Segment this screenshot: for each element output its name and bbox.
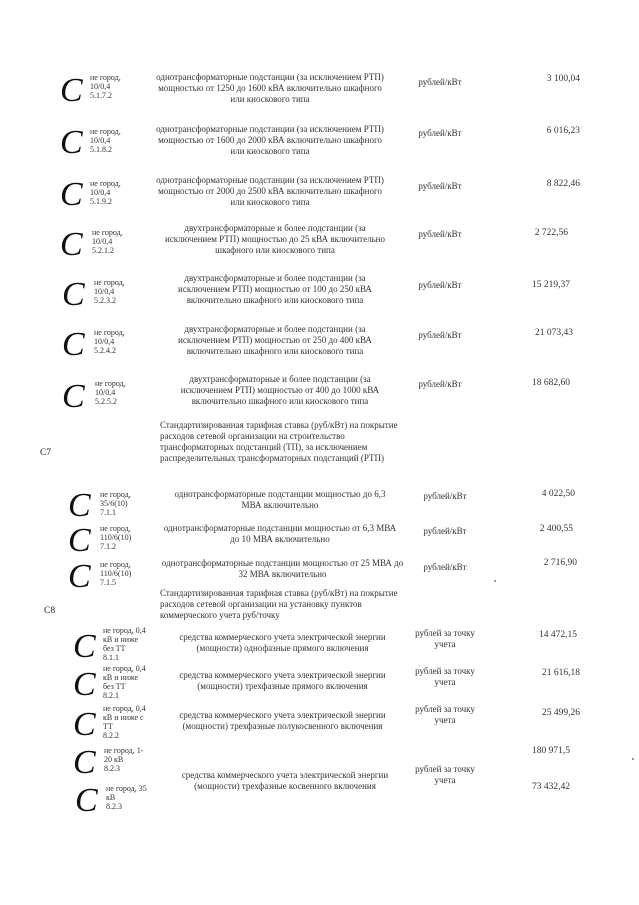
row-code: не город, 35 кВ 8.2.3 xyxy=(106,784,147,811)
row-unit: рублей/кВт xyxy=(418,77,462,87)
row-value: 15 219,37 xyxy=(532,280,570,290)
row-unit: рублей/кВт xyxy=(423,562,467,572)
row-code: не город, 10/0,4 5.1.8.2 xyxy=(90,127,121,154)
stamp-letter: С xyxy=(62,276,85,313)
section-label-c7: С7 xyxy=(40,448,52,458)
section-description-c8: Стандартизированная тарифная ставка (руб/кВт) на покрытие расходов сетевой организации на установку пунктов коммерческого учета руб/точку xyxy=(160,588,398,620)
stamp-letter: С xyxy=(73,628,96,665)
row-value: 21 616,18 xyxy=(542,668,580,678)
row-unit: рублей/кВт xyxy=(418,181,462,191)
row-code: не город, 1- 20 кВ 8.2.3 xyxy=(104,746,144,773)
row-description: однотрансформаторные подстанции (за исключением РТП) мощностью от 1250 до 1600 кВА включительно шкафного или киоскового типа xyxy=(156,72,384,104)
row-value: 25 499,26 xyxy=(542,708,580,718)
stamp-letter: С xyxy=(68,558,91,595)
stamp-letter: С xyxy=(62,326,85,363)
stamp-letter: С xyxy=(73,666,96,703)
row-description: средства коммерческого учета электрической энергии (мощности) однофазные прямого включения xyxy=(179,632,386,653)
row-unit: рублей/кВт xyxy=(418,379,462,389)
row-unit: рублей/кВт xyxy=(418,229,462,239)
speck xyxy=(494,580,496,582)
stamp-letter: С xyxy=(73,744,96,781)
row-description: двухтрансформаторные и более подстанции (за исключением РТП) мощностью от 100 до 250 кВА включительно шкафного или киоскового типа xyxy=(178,273,372,305)
stamp-letter: С xyxy=(73,706,96,743)
section-label-c8: С8 xyxy=(44,606,56,616)
row-unit: рублей/кВт xyxy=(418,330,462,340)
row-unit: рублей/кВт xyxy=(423,526,467,536)
row-code: не город, 10/0,4 5.2.4.2 xyxy=(94,328,125,355)
row-code: не город, 10/0,4 5.2.5.2 xyxy=(95,379,126,406)
row-value: 2 400,55 xyxy=(539,524,573,534)
row-description: однотрансформаторные подстанции мощностью от 6,3 МВА до 10 МВА включительно xyxy=(163,523,397,544)
row-value: 2 716,90 xyxy=(543,558,577,568)
row-description: средства коммерческого учета электрической энергии (мощности) трехфазные прямого включения xyxy=(179,670,386,691)
row-value: 8 822,46 xyxy=(546,179,580,189)
row-code: не город, 110/6(10) 7.1.5 xyxy=(100,560,132,587)
row-unit: рублей/кВт xyxy=(418,128,462,138)
stamp-letter: С xyxy=(60,124,83,161)
row-unit: рублей/кВт xyxy=(423,491,467,501)
row-description: двухтрансформаторные и более подстанции (за исключением РТП) мощностью от 400 до 1000 кВА включительно шкафного или киоскового типа xyxy=(180,374,380,406)
row-unit: рублей/кВт xyxy=(418,280,462,290)
row-code: не город, 35/6(10) 7.1.1 xyxy=(100,490,131,517)
row-value: 14 472,15 xyxy=(539,630,577,640)
row-unit: рублей за точку учета xyxy=(415,666,475,687)
row-value: 6 016,23 xyxy=(546,126,580,136)
row-description: двухтрансформаторные и более подстанции (за исключением РТП) мощностью до 25 кВА включительно шкафного или киоскового типа xyxy=(165,223,385,255)
row-unit: рублей за точку учета xyxy=(415,764,475,785)
row-description: однотрансформаторные подстанции (за исключением РТП) мощностью от 1600 до 2000 кВА включительно шкафного или киоскового типа xyxy=(156,124,384,156)
speck xyxy=(632,758,634,760)
row-value: 3 100,04 xyxy=(546,74,580,84)
row-code: не город, 0,4 кВ и ниже без ТТ 8.1.1 xyxy=(103,626,146,662)
stamp-letter: С xyxy=(60,176,83,213)
stamp-letter: С xyxy=(60,226,83,263)
stamp-letter: С xyxy=(68,487,91,524)
row-code: не город, 0,4 кВ и ниже без ТТ 8.2.1 xyxy=(103,664,146,700)
row-code: не город, 10/0,4 5.1.9.2 xyxy=(90,179,121,206)
row-value: 73 432,42 xyxy=(532,782,570,792)
row-code: не город, 10/0,4 5.1.7.2 xyxy=(90,73,121,100)
row-description: однотрансформаторные подстанции мощностью от 25 МВА до 32 МВА включительно xyxy=(161,558,404,579)
row-code: не город, 0,4 кВ и ниже с ТТ 8.2.2 xyxy=(103,704,146,740)
row-value: 2 722,56 xyxy=(534,228,568,238)
row-description: однотрансформаторные подстанции мощностью до 6,3 МВА включительно xyxy=(174,489,386,510)
stamp-letter: С xyxy=(75,782,98,819)
row-unit: рублей за точку учета xyxy=(415,704,475,725)
stamp-letter: С xyxy=(62,378,85,415)
section-description-c7: Стандартизированная тарифная ставка (руб/кВт) на покрытие расходов сетевой организации на строительство трансформаторных подстанций (ТП), за исключением распределительных трансформаторных подстанций (РТП) xyxy=(160,420,398,463)
row-value: 180 971,5 xyxy=(532,746,570,756)
row-value: 18 682,60 xyxy=(532,378,570,388)
row-unit: рублей за точку учета xyxy=(415,628,475,649)
row-description: средства коммерческого учета электрической энергии (мощности) трехфазные полукосвенного включения xyxy=(179,710,386,731)
row-value: 4 022,50 xyxy=(541,489,575,499)
row-code: не город, 10/0,4 5.2.1.2 xyxy=(92,228,123,255)
row-value: 21 073,43 xyxy=(535,328,573,338)
row-description: однотрансформаторные подстанции (за исключением РТП) мощностью от 2000 до 2500 кВА включительно шкафного или киоскового типа xyxy=(156,175,384,207)
row-code: не город, 110/6(10) 7.1.2 xyxy=(100,524,132,551)
row-description: двухтрансформаторные и более подстанции (за исключением РТП) мощностью от 250 до 400 кВА включительно шкафного или киоскового типа xyxy=(178,324,372,356)
row-code: не город, 10/0,4 5.2.3.2 xyxy=(94,278,125,305)
stamp-letter: С xyxy=(60,72,83,109)
stamp-letter: С xyxy=(68,522,91,559)
row-description: средства коммерческого учета электрической энергии (мощности) трехфазные косвенного включения xyxy=(181,770,389,791)
